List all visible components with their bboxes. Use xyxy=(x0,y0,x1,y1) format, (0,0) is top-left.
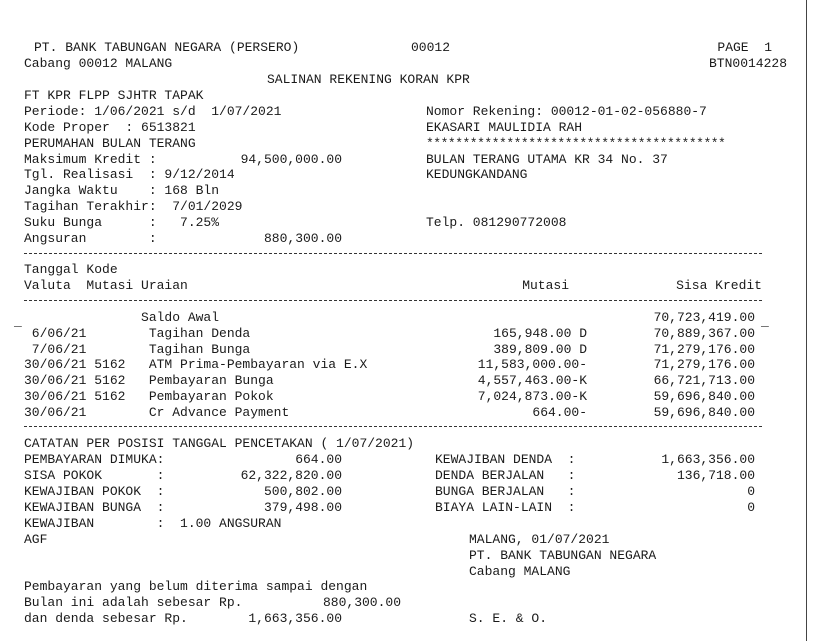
footer-line-3-label: dan denda sebesar Rp. xyxy=(24,611,188,626)
table-row-sisa-kredit: 70,723,419.00 xyxy=(653,310,755,325)
table-row-mutasi: 7,024,873.00-K xyxy=(477,389,587,404)
table-row-description: Saldo Awal xyxy=(24,310,220,325)
table-header-line1: Tanggal Kode xyxy=(24,262,118,277)
summary-value: 1,663,356.00 xyxy=(661,452,755,467)
row-marker-left: _ xyxy=(14,314,22,329)
bank-name: PT. BANK TABUNGAN NEGARA (PERSERO) xyxy=(34,40,300,55)
row-marker-right: _ xyxy=(761,314,769,329)
interest-rate: Suku Bunga : 7.25% xyxy=(24,215,220,230)
table-row-sisa-kredit: 59,696,840.00 xyxy=(653,389,755,404)
installment-label: Angsuran : xyxy=(24,231,157,246)
column-sisa-kredit: Sisa Kredit xyxy=(676,278,762,293)
holder-stars: ***************************************** xyxy=(426,136,726,151)
summary-label: BUNGA BERJALAN : xyxy=(435,484,576,499)
statement-period: Periode: 1/06/2021 s/d 1/07/2021 xyxy=(24,104,282,119)
footer-penalty-value: 1,663,356.00 xyxy=(248,611,342,626)
table-row-mutasi: 4,557,463.00-K xyxy=(477,373,587,388)
housing-name: PERUMAHAN BULAN TERANG xyxy=(24,136,196,151)
table-row-mutasi: 11,583,000.00- xyxy=(477,357,587,372)
summary-label: SISA POKOK : xyxy=(24,468,165,483)
column-mutasi: Mutasi xyxy=(522,278,569,293)
footer-line-1: Pembayaran yang belum diterima sampai dengan xyxy=(24,579,368,594)
table-row-description: 6/06/21 Tagihan Denda xyxy=(24,326,251,341)
divider-top xyxy=(24,253,762,254)
place-date: MALANG, 01/07/2021 xyxy=(469,532,610,547)
summary-label: KEWAJIBAN BUNGA : xyxy=(24,500,165,515)
agf-code: AGF xyxy=(24,532,48,547)
errors-omissions-mark: S. E. & O. xyxy=(469,611,548,626)
holder-address-2: KEDUNGKANDANG xyxy=(426,167,528,182)
footer-line-2-label: Bulan ini adalah sebesar Rp. xyxy=(24,595,243,610)
table-header-line2: Valuta Mutasi Uraian xyxy=(24,278,188,293)
table-row-description: 30/06/21 5162 Pembayaran Bunga xyxy=(24,373,274,388)
holder-address-1: BULAN TERANG UTAMA KR 34 No. 37 xyxy=(426,152,668,167)
summary-label: DENDA BERJALAN : xyxy=(435,468,576,483)
divider-bottom xyxy=(24,426,762,427)
table-row-description: 7/06/21 Tagihan Bunga xyxy=(24,342,251,357)
table-row-sisa-kredit: 59,696,840.00 xyxy=(653,405,755,420)
realization-date: Tgl. Realisasi : 9/12/2014 xyxy=(24,167,235,182)
page-number: PAGE 1 xyxy=(717,40,772,55)
summary-label: KEWAJIBAN DENDA : xyxy=(435,452,576,467)
table-row-mutasi: 165,948.00 D xyxy=(493,326,587,341)
table-row-sisa-kredit: 71,279,176.00 xyxy=(653,357,755,372)
table-row-sisa-kredit: 66,721,713.00 xyxy=(653,373,755,388)
account-number: Nomor Rekening: 00012-01-02-056880-7 xyxy=(426,104,707,119)
holder-phone: Telp. 081290772008 xyxy=(426,215,567,230)
table-row-description: 30/06/21 Cr Advance Payment xyxy=(24,405,290,420)
summary-value: 379,498.00 xyxy=(263,500,342,515)
max-credit-value: 94,500,000.00 xyxy=(240,152,342,167)
product-name: FT KPR FLPP SJHTR TAPAK xyxy=(24,88,204,103)
table-row-mutasi: 664.00- xyxy=(532,405,587,420)
table-row-description: 30/06/21 5162 Pembayaran Pokok xyxy=(24,389,274,404)
summary-value: 0 xyxy=(747,484,755,499)
summary-label: KEWAJIBAN POKOK : xyxy=(24,484,165,499)
bank-signature: PT. BANK TABUNGAN NEGARA xyxy=(469,548,657,563)
kewajiban-installments: KEWAJIBAN : 1.00 ANGSURAN xyxy=(24,516,282,531)
installment-value: 880,300.00 xyxy=(263,231,342,246)
print-note: CATATAN PER POSISI TANGGAL PENCETAKAN ( 1/07/2021) xyxy=(24,436,415,451)
branch-name: Cabang 00012 MALANG xyxy=(24,56,173,71)
summary-value: 62,322,820.00 xyxy=(240,468,342,483)
table-row-description: 30/06/21 5162 ATM Prima-Pembayaran via E.X xyxy=(24,357,368,372)
summary-value: 136,718.00 xyxy=(676,468,755,483)
loan-term: Jangka Waktu : 168 Bln xyxy=(24,183,220,198)
branch-code: 00012 xyxy=(411,40,451,55)
summary-value: 0 xyxy=(747,500,755,515)
table-row-sisa-kredit: 70,889,367.00 xyxy=(653,326,755,341)
summary-value: 664.00 xyxy=(295,452,342,467)
branch-signature: Cabang MALANG xyxy=(469,564,571,579)
last-bill-date: Tagihan Terakhir: 7/01/2029 xyxy=(24,199,243,214)
table-row-mutasi: 389,809.00 D xyxy=(493,342,587,357)
document-title: SALINAN REKENING KORAN KPR xyxy=(267,72,470,87)
summary-value: 500,802.00 xyxy=(263,484,342,499)
proper-code: Kode Proper : 6513821 xyxy=(24,120,196,135)
divider-header xyxy=(24,300,762,301)
account-holder: EKASARI MAULIDIA RAH xyxy=(426,120,583,135)
max-credit-label: Maksimum Kredit : xyxy=(24,152,157,167)
page-edge xyxy=(806,0,807,641)
footer-installment-value: 880,300.00 xyxy=(322,595,401,610)
document-ref: BTN0014228 xyxy=(708,56,787,71)
table-row-sisa-kredit: 71,279,176.00 xyxy=(653,342,755,357)
summary-label: PEMBAYARAN DIMUKA: xyxy=(24,452,165,467)
summary-label: BIAYA LAIN-LAIN : xyxy=(435,500,576,515)
